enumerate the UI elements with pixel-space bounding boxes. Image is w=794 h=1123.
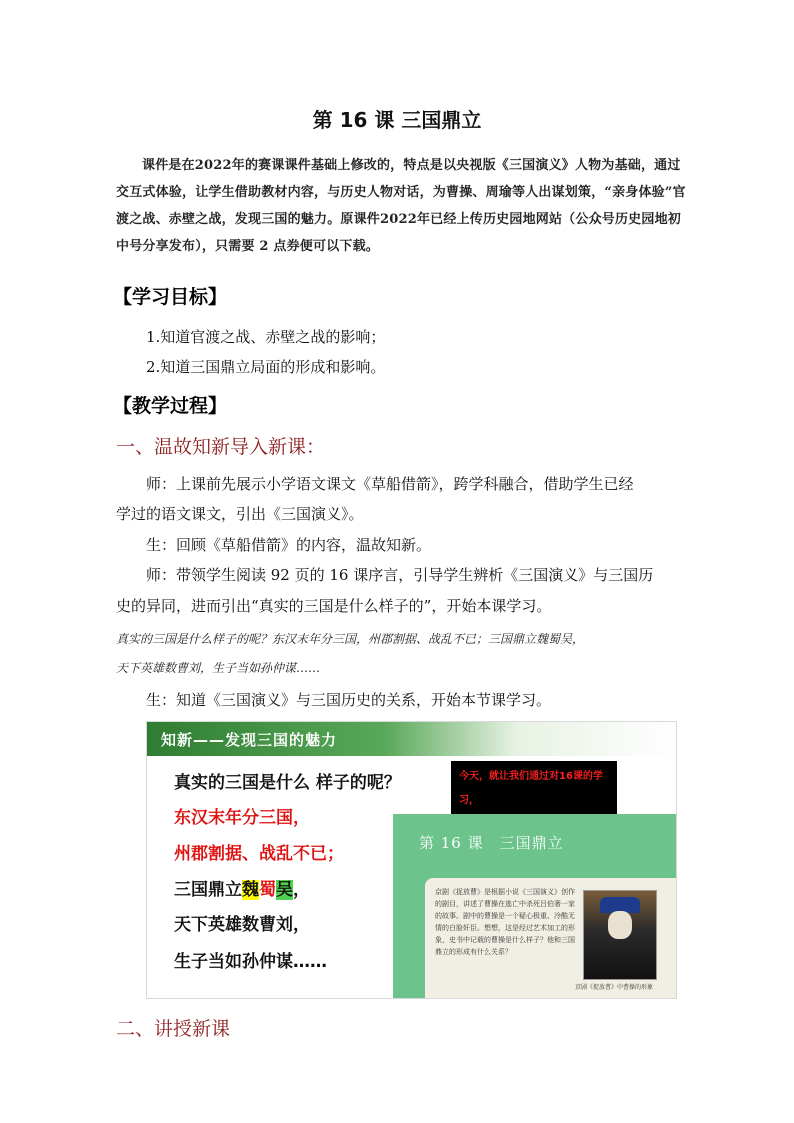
goal-item-2: 2.知道三国鼎立局面的形成和影响。 bbox=[146, 358, 386, 376]
textbook-title: 第 16 课 三国鼎立 bbox=[419, 834, 564, 852]
slide-line-3: 州郡割据、战乱不已； bbox=[174, 844, 344, 864]
slide-shu: 蜀 bbox=[259, 880, 276, 900]
slide-line-2: 东汉末年分三国， bbox=[174, 808, 310, 828]
process-heading: 【教学过程】 bbox=[113, 395, 228, 417]
callout-line1: 今天，就让我们通过对16课的学习， bbox=[459, 771, 603, 806]
para1-line1: 师：上课前先展示小学语文课文《草船借箭》，跨学科融合，借助学生已经 bbox=[146, 475, 634, 493]
quote-line2: 天下英雄数曹刘，生子当如孙仲谋…… bbox=[116, 661, 321, 675]
portrait-face bbox=[608, 911, 632, 939]
slide-line4-suffix: ， bbox=[293, 880, 310, 900]
para2: 生：回顾《草船借箭》的内容，温故知新。 bbox=[146, 536, 432, 554]
para4: 生：知道《三国演义》与三国历史的关系，开始本节课学习。 bbox=[146, 691, 552, 709]
para3-line2: 史的异同，进而引出“真实的三国是什么样子的”，开始本课学习。 bbox=[116, 597, 552, 615]
slide-line-6: 生子当如孙仲谋…… bbox=[174, 952, 327, 972]
section2-heading: 二、讲授新课 bbox=[116, 1018, 231, 1040]
textbook-box bbox=[425, 878, 676, 998]
goals-heading: 【学习目标】 bbox=[113, 286, 228, 308]
section1-heading: 一、温故知新导入新课： bbox=[116, 436, 326, 458]
cao-cao-portrait-image bbox=[583, 890, 657, 980]
para1-line2: 学过的语文课文，引出《三国演义》。 bbox=[116, 505, 364, 523]
slide-image bbox=[146, 721, 677, 999]
quote-line1: 真实的三国是什么样子的呢？东汉末年分三国，州郡割据、战乱不已；三国鼎立魏蜀吴， bbox=[116, 632, 585, 646]
para3-line1: 师：带领学生阅读 92 页的 16 课序言，引导学生辨析《三国演义》与三国历 bbox=[146, 566, 654, 584]
slide-wu: 吴 bbox=[276, 880, 293, 900]
slide-line-1: 真实的三国是什么 样子的呢？ bbox=[174, 773, 401, 793]
textbook-excerpt bbox=[393, 814, 676, 998]
slide-line-4 bbox=[174, 875, 310, 900]
slide-wei: 魏 bbox=[242, 880, 259, 900]
slide-band-title: 知新——发现三国的魅力 bbox=[161, 731, 338, 749]
textbook-text: 京剧《捉放曹》是根据小说《三国演义》创作的剧目，讲述了曹操在逃亡中杀死吕伯奢一家的故事。剧中的曹操是一个疑心极重、冷酷无情的白脸奸臣。想想，这是经过艺术加工的形象，史书中记载的曹操是什么样子？他和三国鼎立的形成有什么关系？ bbox=[435, 888, 575, 956]
slide-line-5: 天下英雄数曹刘， bbox=[174, 915, 310, 935]
slide-callout-box bbox=[451, 761, 617, 816]
slide-line4-prefix: 三国鼎立 bbox=[174, 880, 242, 900]
intro-paragraph: 课件是在2022年的赛课课件基础上修改的，特点是以央视版《三国演义》人物为基础，通过交互式体验，让学生借助教材内容，与历史人物对话，为曹操、周瑜等人出谋划策，“亲身体验”官渡之战、赤壁之战，发现三国的魅力。原课件2022年已经上传历史园地网站（公众号历史园地初中号分享发布），只需要 2 点券便可以下载。 bbox=[116, 158, 686, 254]
goal-item-1: 1.知道官渡之战、赤壁之战的影响； bbox=[146, 328, 386, 346]
portrait-caption: 京剧《捉放曹》中曹操的形象 bbox=[575, 984, 654, 991]
lesson-title: 第 16 课 三国鼎立 bbox=[312, 108, 482, 132]
